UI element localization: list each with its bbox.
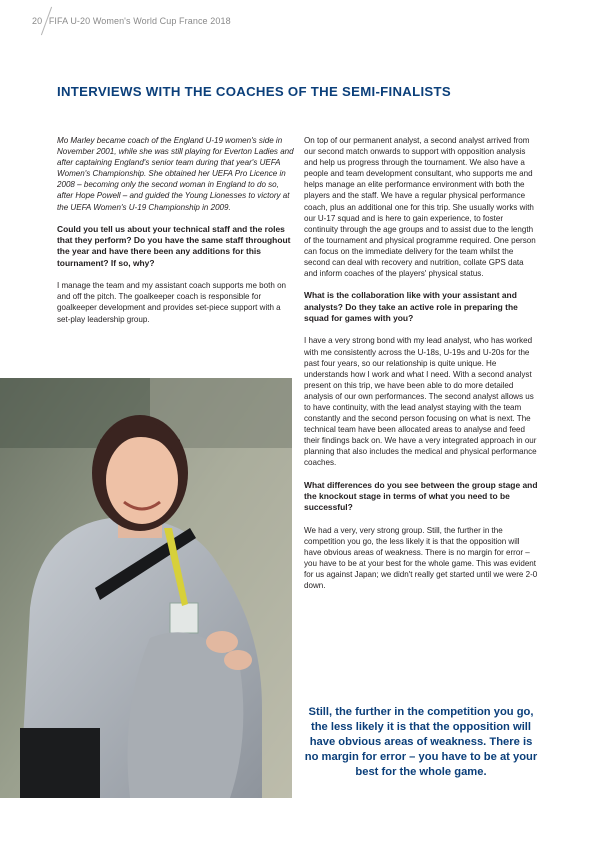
pull-quote: Still, the further in the competition you go, the less likely it is that the opposition will have obvious areas of weakness. There is no margin for error – you have to be at your best for the whole game. <box>304 706 538 778</box>
answer-technical-staff-continued: On top of our permanent analyst, a second analyst arrived from our second match onwards to support with opposition analysis and help us progress through the tournament. We also have a people and team development consultant, who supports me and helps manage an elite performance environment with both the players and the staff. We have a regular physical performance coach, plus an additional one for this trip. She usually works with our U-17 squad and is here to gain experience, to foster continuity through the age groups and to assist due to the length of the tournament and physical programme required. One person can focus on the immediate delivery for the team whilst the second can deal with recovery and nutrition, collate GPS data and inform coaches of the players' physical status. <box>304 136 536 279</box>
right-column <box>304 135 538 602</box>
coach-photo <box>0 378 292 798</box>
running-title: FIFA U-20 Women's World Cup France 2018 <box>48 16 231 26</box>
running-header <box>32 16 231 26</box>
answer-technical-staff: I manage the team and my assistant coach supports me both on and off the pitch. The goalkeeper coach is responsible for goalkeeper development and provides set-piece support with a set-play leadership group. <box>57 281 287 324</box>
page-title: INTERVIEWS WITH THE COACHES OF THE SEMI-FINALISTS <box>57 84 451 99</box>
answer-collaboration: I have a very strong bond with my lead analyst, who has worked with me consistently across the U-18s, U-19s and U-20s for the past four years, so our relationship is quite unique. He understands how I work and what I need. With a second analyst present on this trip, we have been able to do more detailed analysis of our own performances. The second analyst allows us to have continuity, with the lead analyst staying with the team constantly and the second person focusing on what is next. The technical team have been allocated areas to analyse and feed their findings back on. We have a very integrated approach in our planning that also includes the medical and physical performance coaches. <box>304 336 537 468</box>
coach-intro-paragraph: Mo Marley became coach of the England U-19 women's side in November 2001, while she was still playing for Everton Ladies and after captaining England's senior team during that year's UEFA Women's Championship. She obtained her UEFA Pro Licence in 2008 – becoming only the second woman in England to do so, after Hope Powell – and guided the Young Lionesses to victory at the UEFA Women's U-19 Championship in 2009. <box>57 136 294 212</box>
page-number: 20 <box>32 16 43 26</box>
question-collaboration: What is the collaboration like with your assistant and analysts? Do they take an active role in preparing the squad for games with you? <box>304 290 518 324</box>
answer-group-vs-knockout: We had a very, very strong group. Still, the further in the competition you go, the less likely it is that the opposition will have obvious areas of weakness. There is no margin for error – you have to be at your best for the whole game. This was evident for us against Japan; we didn't really get started until we were 2-0 down. <box>304 525 538 591</box>
question-technical-staff: Could you tell us about your technical staff and the roles that they perform? Do you have the same staff throughout the year and have there been any additions for this tournament? If so, why? <box>57 223 291 268</box>
left-column <box>57 135 295 336</box>
question-group-vs-knockout: What differences do you see between the group stage and the knockout stage in terms of what you need to be successful? <box>304 479 538 513</box>
